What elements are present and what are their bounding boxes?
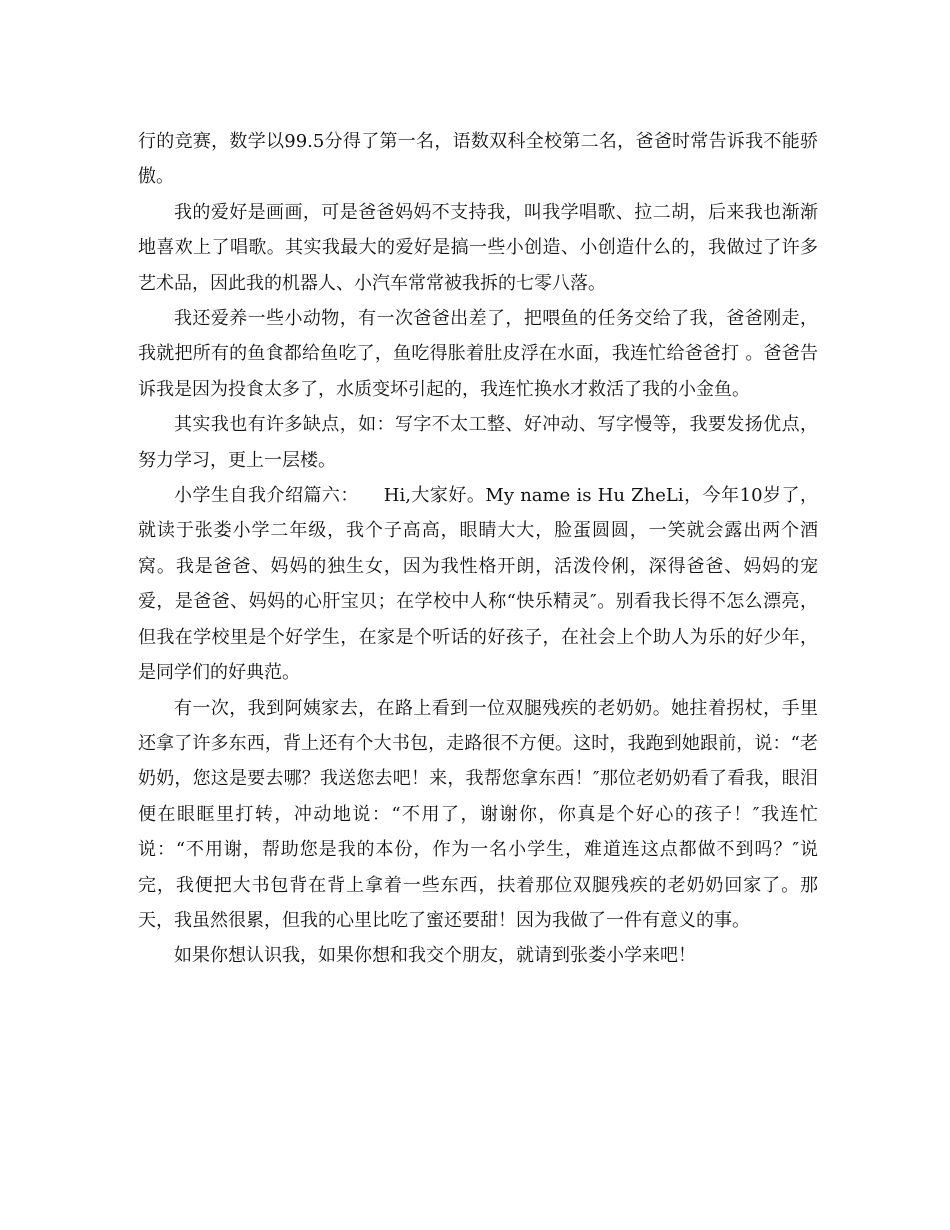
paragraph-3: 我还爱养一些小动物，有一次爸爸出差了，把喂鱼的任务交给了我，爸爸刚走，我就把所有的鱼食都给鱼吃了，鱼吃得胀着肚皮浮在水面，我连忙给爸爸打 。爸爸告诉我是因为投食太多了，水质变坏引起的，我连忙换水才救活了我的小金鱼。 <box>138 308 818 400</box>
paragraph-4: 其实我也有许多缺点，如：写字不太工整、好冲动、写字慢等，我要发扬优点，努力学习，更上一层楼。 <box>138 414 818 471</box>
document-body <box>138 124 818 974</box>
paragraph-2: 我的爱好是画画，可是爸爸妈妈不支持我，叫我学唱歌、拉二胡，后来我也渐渐地喜欢上了唱歌。其实我最大的爱好是搞一些小创造、小创造什么的，我做过了许多艺术品，因此我的机器人、小汽车常常被我拆的七零八落。 <box>138 201 818 294</box>
paragraph-7: 如果你想认识我，如果你想和我交个朋友，就请到张娄小学来吧！ <box>174 945 696 967</box>
paragraph-6: 有一次，我到阿姨家去，在路上看到一位双腿残疾的老奶奶。她拄着拐杖，手里还拿了许多东西，背上还有个大书包，走路很不方便。这时，我跑到她跟前，说：“老奶奶，您这是要去哪？我送您去吧！来，我帮您拿东西！″那位老奶奶看了看我，眼泪便在眼眶里打转，冲动地说：“不用了，谢谢你，你真是个好心的孩子！″我连忙说：“不用谢，帮助您是我的本份，作为一名小学生，难道连这点都做不到吗？″说完，我便把大书包背在背上拿着一些东西，扶着那位双腿残疾的老奶奶回家了。那天，我虽然很累，但我的心里比吃了蜜还要甜！因为我做了一件有意义的事。 <box>138 697 818 931</box>
paragraph-5: 小学生自我介绍篇六： Hi,大家好。My name is Hu ZheLi，今年10岁了，就读于张娄小学二年级，我个子高高，眼睛大大，脸蛋圆圆，一笑就会露出两个酒窝。我是爸爸、妈妈的独生女，因为我性格开朗，活泼伶俐，深得爸爸、妈妈的宠爱，是爸爸、妈妈的心肝宝贝；在学校中人称“快乐精灵″。别看我长得不怎么漂亮，但我在学校里是个好学生，在家是个听话的好孩子，在社会上个助人为乐的好少年，是同学们的好典范。 <box>138 485 818 684</box>
paragraph-1: 行的竞赛，数学以99.5分得了第一名，语数双科全校第二名，爸爸时常告诉我不能骄傲。 <box>138 131 818 188</box>
